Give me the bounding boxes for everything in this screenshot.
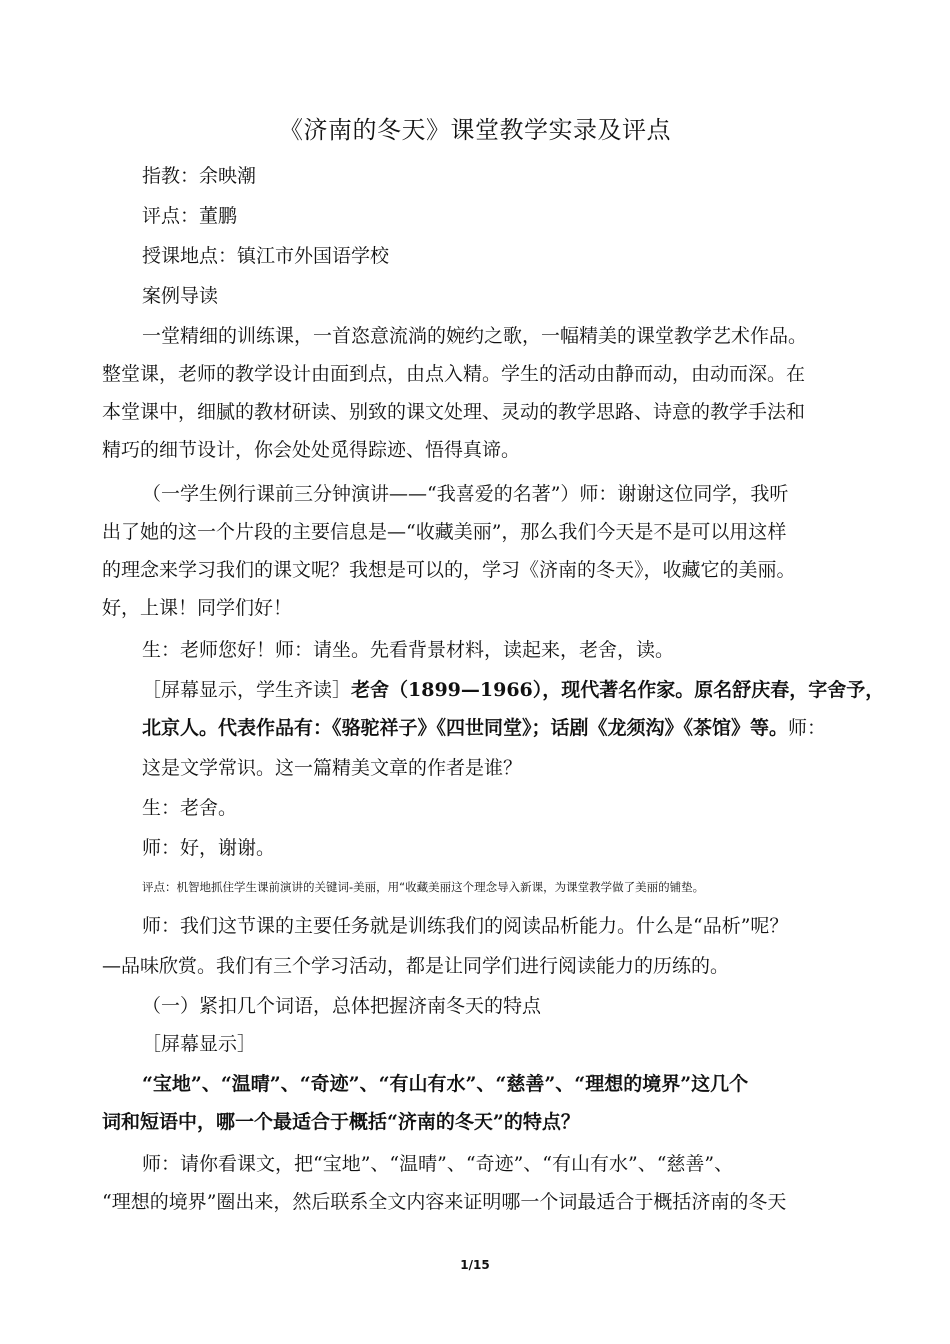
question-line: 词和短语中，哪一个最适合于概括“济南的冬天”的特点？	[102, 1111, 580, 1133]
section-heading: 案例导读	[142, 285, 219, 307]
dialog-line: 师：好，谢谢。	[142, 837, 276, 859]
dialog-line: 生：老师您好！师：请坐。先看背景材料，读起来，老舍，读。	[142, 639, 675, 661]
screen-display-line	[142, 676, 884, 704]
question-line: “宝地”、“温晴”、“奇迹”、“有山有水”、“慈善”、“理想的境界”这几个	[142, 1073, 749, 1095]
opening-line: 的理念来学习我们的课文呢？我想是可以的，学习《济南的冬天》，收藏它的美丽。	[102, 559, 796, 581]
intro-line: 一堂精细的训练课，一首恣意流淌的婉约之歌，一幅精美的课堂教学艺术作品。	[142, 325, 808, 347]
screen-display-prefix: ［屏幕显示，学生齐读］	[142, 679, 352, 701]
instruction-line: “理想的境界”圈出来，然后联系全文内容来证明哪一个词最适合于概括济南的冬天	[102, 1191, 787, 1213]
screen-display-bold: 老舍（1899—1966），现代著名作家。原名舒庆春，字舍予，	[351, 679, 885, 701]
instruction-line: 师：请你看课文，把“宝地”、“温晴”、“奇迹”、“有山有水”、“慈善”、	[142, 1153, 734, 1175]
comment-note: 评点：机智地抓住学生课前演讲的关键词-美丽，用“收藏美丽这个理念导入新课，为课堂教学做了美丽的铺垫。	[142, 880, 705, 894]
teacher-prefix: 师：	[788, 717, 827, 739]
page-number: 1/15	[460, 1258, 490, 1272]
screen-display-line	[142, 714, 826, 742]
document-title: 《济南的冬天》课堂教学实录及评点	[279, 116, 671, 144]
dialog-line: 生：老舍。	[142, 797, 238, 819]
opening-line: 出了她的这一个片段的主要信息是—“收藏美丽”，那么我们今天是不是可以用这样	[102, 521, 787, 543]
screen-display-bold: 北京人。代表作品有：《骆驼祥子》《四世同堂》；话剧《龙须沟》《茶馆》等。	[142, 717, 789, 739]
task-line: —品味欣赏。我们有三个学习活动，都是让同学们进行阅读能力的历练的。	[102, 955, 730, 977]
intro-line: 整堂课，老师的教学设计由面到点，由点入精。学生的活动由静而动，由动而深。在	[102, 363, 806, 385]
reviewer-line: 评点：董鹏	[142, 205, 238, 227]
intro-line: 精巧的细节设计，你会处处觅得踪迹、悟得真谛。	[102, 439, 521, 461]
task-line: 师：我们这节课的主要任务就是训练我们的阅读品析能力。什么是“品析”呢？	[142, 915, 789, 937]
activity-heading: （一）紧扣几个词语，总体把握济南冬天的特点	[142, 995, 542, 1017]
opening-line: （一学生例行课前三分钟演讲——“我喜爱的名著”）师：谢谢这位同学，我听	[142, 483, 789, 505]
instructor-line: 指教：余映潮	[142, 165, 257, 187]
opening-line: 好，上课！同学们好！	[102, 597, 293, 619]
dialog-line: 这是文学常识。这一篇精美文章的作者是谁？	[142, 757, 523, 779]
location-line: 授课地点：镇江市外国语学校	[142, 245, 390, 267]
intro-line: 本堂课中，细腻的教材研读、别致的课文处理、灵动的教学思路、诗意的教学手法和	[102, 401, 806, 423]
screen-display-label: ［屏幕显示］	[142, 1033, 257, 1055]
